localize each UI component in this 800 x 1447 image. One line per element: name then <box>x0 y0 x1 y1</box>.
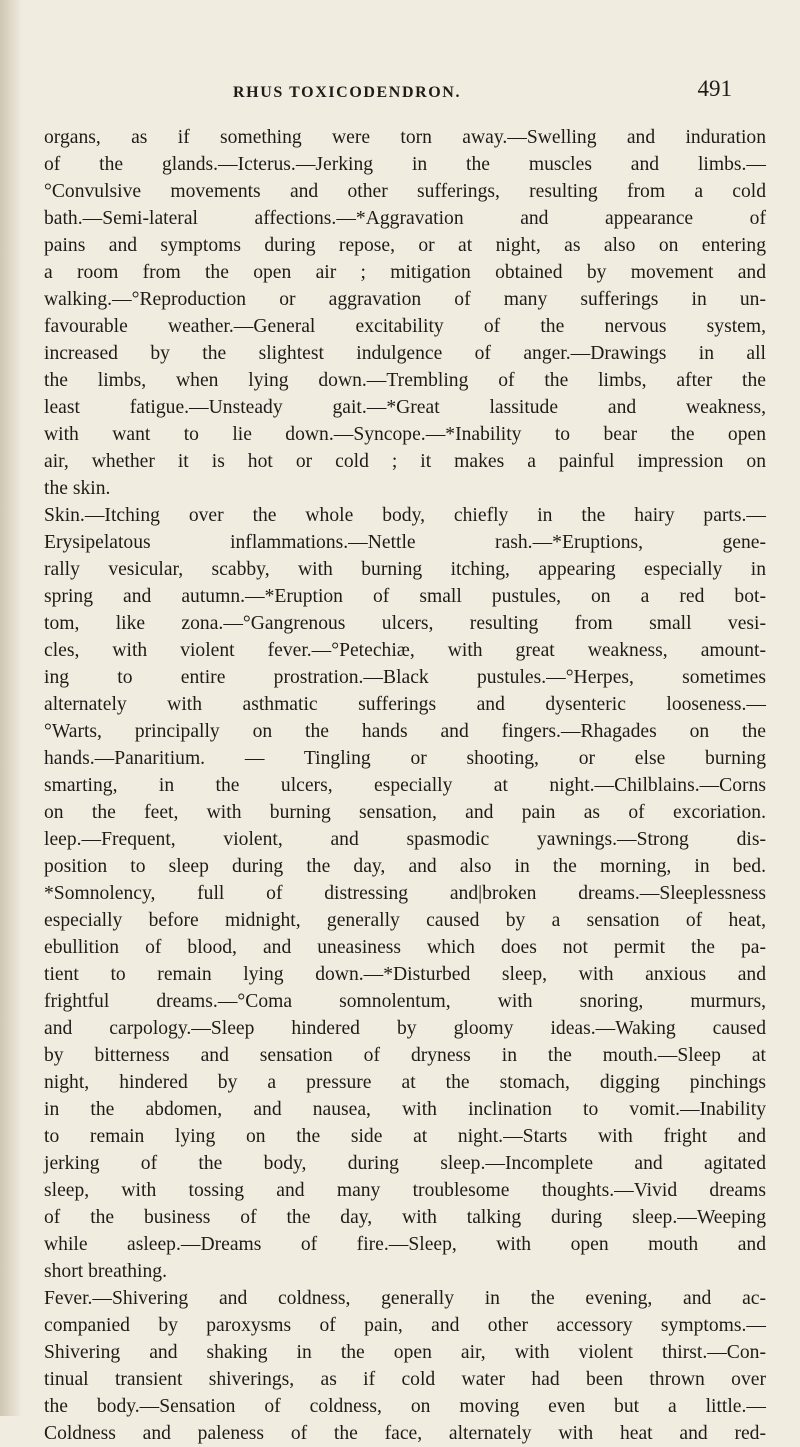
text-line: Shivering and shaking in the open air, with violent thirst.—Con- <box>44 1342 766 1363</box>
text-line: bath.—Semi-lateral affections.—*Aggravation and appearance of <box>44 208 766 229</box>
text-line: smarting, in the ulcers, especially at night.—Chilblains.—Corns <box>44 775 766 796</box>
text-line: in the abdomen, and nausea, with inclination to vomit.—Inability <box>44 1099 766 1120</box>
text-line: companied by paroxysms of pain, and other accessory symptoms.— <box>44 1315 766 1336</box>
text-line: Skin.—Itching over the whole body, chiefly in the hairy parts.— <box>44 505 766 526</box>
text-line: jerking of the body, during sleep.—Incomplete and agitated <box>44 1153 766 1174</box>
text-line: and carpology.—Sleep hindered by gloomy ideas.—Waking caused <box>44 1018 766 1039</box>
text-line: hands.—Panaritium. — Tingling or shooting, or else burning <box>44 748 766 769</box>
text-line: organs, as if something were torn away.—Swelling and induration <box>44 127 766 148</box>
text-line: rally vesicular, scabby, with burning itching, appearing especially in <box>44 559 766 580</box>
text-line: sleep, with tossing and many troublesome thoughts.—Vivid dreams <box>44 1180 766 1201</box>
text-line: Coldness and paleness of the face, alternately with heat and red- <box>44 1423 766 1444</box>
text-line: while asleep.—Dreams of fire.—Sleep, with open mouth and <box>44 1234 766 1255</box>
text-line: position to sleep during the day, and also in the morning, in bed. <box>44 856 766 877</box>
text-line: favourable weather.—General excitability of the nervous system, <box>44 316 766 337</box>
text-line: on the feet, with burning sensation, and pain as of excoriation. <box>44 802 766 823</box>
text-line: ebullition of blood, and uneasiness which does not permit the pa- <box>44 937 766 958</box>
text-line: frightful dreams.—°Coma somnolentum, with snoring, murmurs, <box>44 991 766 1012</box>
text-line: short breathing. <box>44 1261 167 1282</box>
text-line: night, hindered by a pressure at the stomach, digging pinchings <box>44 1072 766 1093</box>
running-head: RHUS TOXICODENDRON. <box>233 84 462 101</box>
text-line: the limbs, when lying down.—Trembling of the limbs, after the <box>44 370 766 391</box>
text-line: of the glands.—Icterus.—Jerking in the muscles and limbs.— <box>44 154 766 175</box>
text-line: least fatigue.—Unsteady gait.—*Great lassitude and weakness, <box>44 397 766 418</box>
text-line: pains and symptoms during repose, or at night, as also on entering <box>44 235 766 256</box>
text-line: increased by the slightest indulgence of anger.—Drawings in all <box>44 343 766 364</box>
text-line: ing to entire prostration.—Black pustules.—°Herpes, sometimes <box>44 667 766 688</box>
text-line: leep.—Frequent, violent, and spasmodic yawnings.—Strong dis- <box>44 829 766 850</box>
text-line: tom, like zona.—°Gangrenous ulcers, resulting from small vesi- <box>44 613 766 634</box>
text-line: °Convulsive movements and other sufferings, resulting from a cold <box>44 181 766 202</box>
text-line: by bitterness and sensation of dryness in the mouth.—Sleep at <box>44 1045 766 1066</box>
text-line: to remain lying on the side at night.—Starts with fright and <box>44 1126 766 1147</box>
text-line: Fever.—Shivering and coldness, generally in the evening, and ac- <box>44 1288 766 1309</box>
text-line: tient to remain lying down.—*Disturbed sleep, with anxious and <box>44 964 766 985</box>
text-line: cles, with violent fever.—°Petechiæ, with great weakness, amount- <box>44 640 766 661</box>
text-line: the skin. <box>44 478 111 499</box>
text-line: of the business of the day, with talking during sleep.—Weeping <box>44 1207 766 1228</box>
text-line: walking.—°Reproduction or aggravation of many sufferings in un- <box>44 289 766 310</box>
text-line: Erysipelatous inflammations.—Nettle rash.—*Eruptions, gene- <box>44 532 766 553</box>
text-line: °Warts, principally on the hands and fingers.—Rhagades on the <box>44 721 766 742</box>
page-header <box>0 74 800 108</box>
text-line: tinual transient shiverings, as if cold water had been thrown over <box>44 1369 766 1390</box>
page-number: 491 <box>697 76 732 101</box>
text-line: a room from the open air ; mitigation obtained by movement and <box>44 262 766 283</box>
text-line: with want to lie down.—Syncope.—*Inability to bear the open <box>44 424 766 445</box>
text-line: spring and autumn.—*Eruption of small pustules, on a red bot- <box>44 586 766 607</box>
text-line: air, whether it is hot or cold ; it makes a painful impression on <box>44 451 766 472</box>
text-line: the body.—Sensation of coldness, on moving even but a little.— <box>44 1396 766 1417</box>
text-line: alternately with asthmatic sufferings and dysenteric looseness.— <box>44 694 766 715</box>
text-line: especially before midnight, generally caused by a sensation of heat, <box>44 910 766 931</box>
text-line: *Somnolency, full of distressing and|broken dreams.—Sleeplessness <box>44 883 766 904</box>
